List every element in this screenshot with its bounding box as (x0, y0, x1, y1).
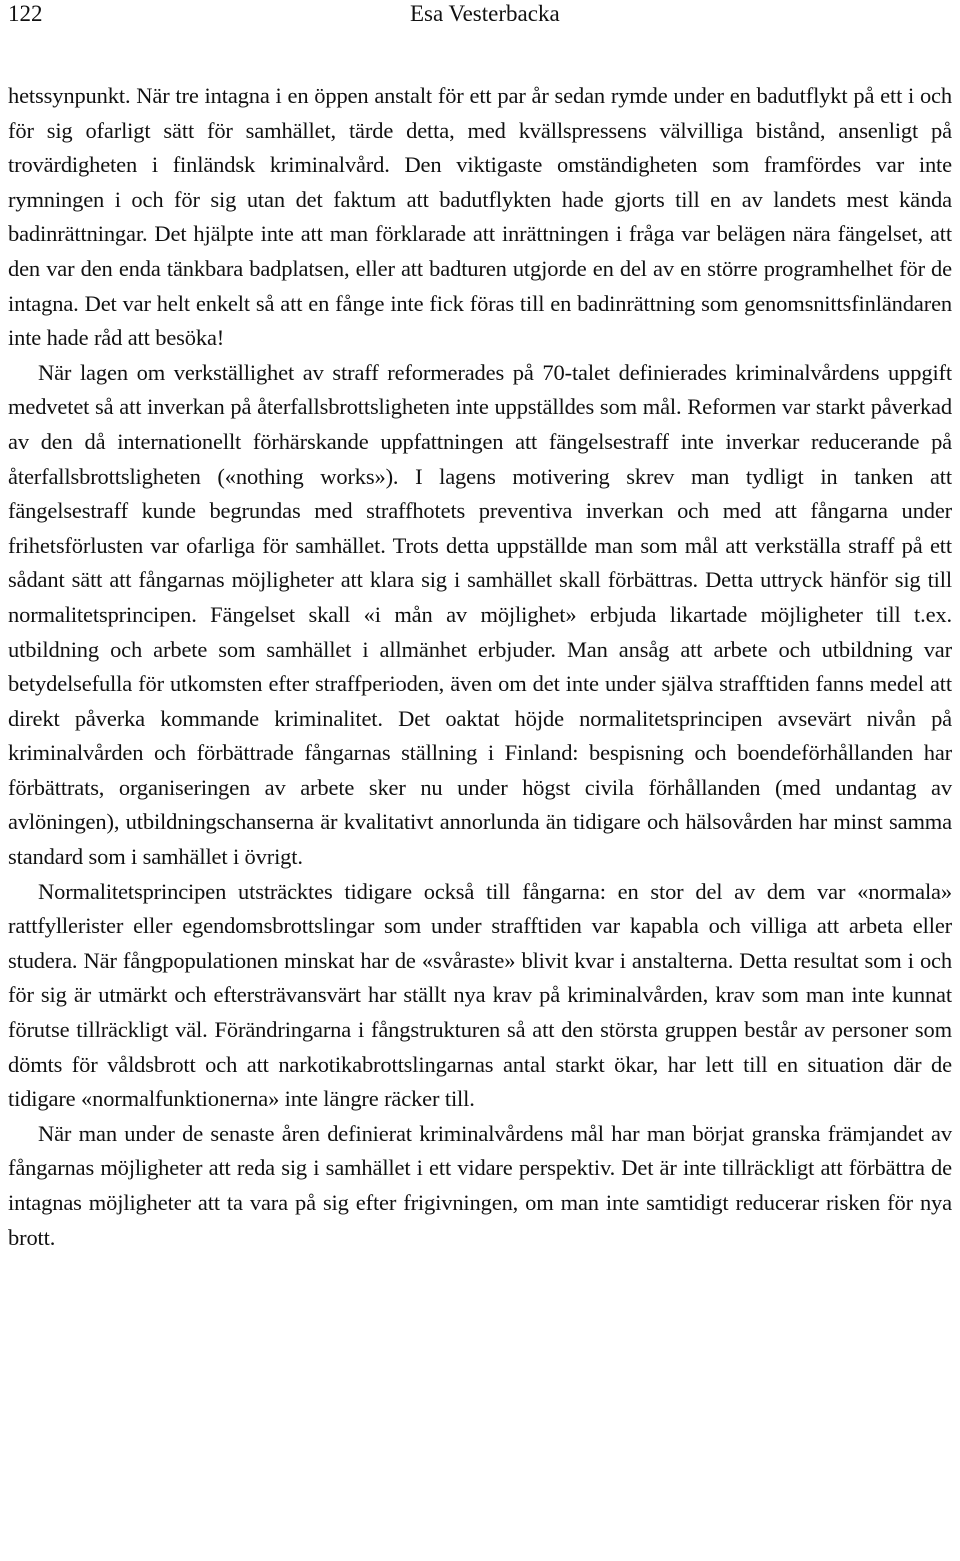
page-header (8, 0, 952, 30)
page-number: 122 (8, 1, 43, 26)
paragraph-4: När man under de senaste åren definierat kriminalvårdens mål har man börjat granska främjandet av fångarnas möjligheter att reda sig i samhället i ett vidare perspektiv. Det är inte tillräckligt att förbättra de intagnas möjligheter att ta vara på sig efter frigivningen, om man inte samtidigt reducerar risken för nya brott. (8, 1120, 952, 1250)
paragraph-2: När lagen om verkställighet av straff reformerades på 70-talet definierades kriminalvårdens uppgift medvetet så att inverkan på återfallsbrottsligheten inte uppställdes som mål. Reformen var starkt påverkad av den då internationellt förhärskande uppfattningen att fängelsestraff inte inverkar reducerande på återfallsbrottsligheten («nothing works»). I lagens motivering skrev man tydligt in tanken att fängelsestraff kunde begrundas med straffhotets preventiva inverkan och med att fångarna under frihetsförlusten var ofarliga för samhället. Trots detta uppställde man som mål att verkställa straff på ett sådant sätt att fångarnas möjligheter att klara sig i samhället skall förbättras. Detta uttryck hänför sig till normalitetsprincipen. Fängelset skall «i mån av möjlighet» erbjuda likartade möjligheter till t.ex. utbildning och arbete som samhället i allmänhet erbjuder. Man ansåg att arbete och utbildning var betydelsefulla för utkomsten efter straffperioden, även om det inte under själva strafftiden fanns medel att direkt påverka kommande kriminalitet. Det oaktat höjde normalitetsprincipen avsevärt nivån på kriminalvården och förbättrade fångarnas ställning i Finland: bespisning och boendeförhållanden har förbättrats, organiseringen av arbete sker nu under högst civila förhållanden (med undantag av avlöningen), utbildningschanserna är kvalitativt annorlunda än tidigare och hälsovården har minst samma standard som i samhället i övrigt. (8, 359, 952, 870)
paragraph-1: hetssynpunkt. När tre intagna i en öppen anstalt för ett par år sedan rymde under en badutflykt på ett i och för sig ofarligt sätt för samhället, tärde detta, med kvällspressens välvilliga bistånd, ansenligt på trovärdigheten i finländsk kriminalvård. Den viktigaste omständigheten som framfördes var inte rymningen i och för sig utan det faktum att badutflykten hade gjorts till en av landets mest kända badinrättningar. Det hjälpte inte att man förklarade att inrättningen i fråga var belägen nära fängelset, att den var den enda tänkbara badplatsen, eller att badturen utgjorde en del av en större programhelhet för de intagna. Det var helt enkelt så att en fånge inte fick föras till en badinrättning som genomsnittsfinländaren inte hade råd att besöka! (8, 83, 952, 351)
body-text (8, 79, 952, 1255)
running-head: Esa Vesterbacka (410, 1, 560, 26)
paragraph-3: Normalitetsprincipen utsträcktes tidigare också till fångarna: en stor del av dem var «normala» rattfyllerister eller egendomsbrottslingar som under strafftiden var kapabla och villiga att arbeta eller studera. När fångpopulationen minskat har de «svåraste» blivit kvar i anstalterna. Detta resultat som i och för sig är utmärkt och eftersträvansvärt har ställt nya krav på kriminalvården, krav som man inte kunnat förutse tillräckligt väl. Förändringarna i fångstrukturen så att den största gruppen består av personer som dömts för våldsbrott och att narkotikabrottslingarnas antal starkt ökar, har lett till en situation där de tidigare «normalfunktionerna» inte längre räcker till. (8, 878, 952, 1112)
